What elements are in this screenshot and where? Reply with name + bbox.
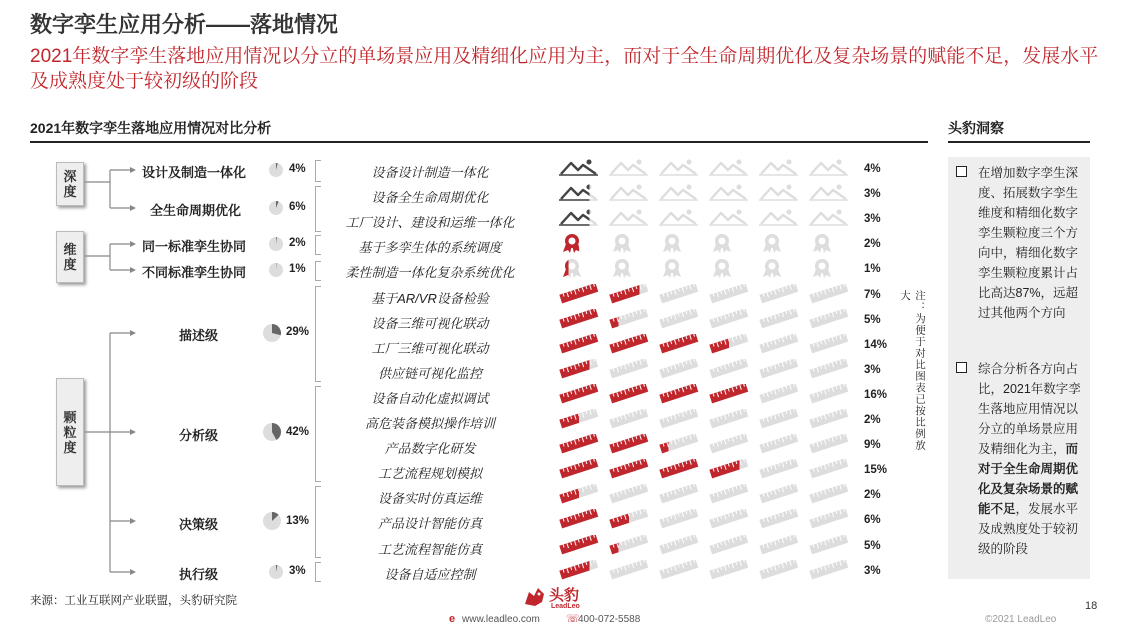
ruler-icon [658,509,700,531]
category-percent: 1% [289,263,306,275]
application-item-label: 设备三维可视化联动 [371,315,489,331]
ruler-icon [558,309,600,331]
ruler-icon [708,359,750,381]
category-pie [262,511,282,531]
category-label: 执行级 [179,567,219,582]
leopard-logo-icon [522,584,548,610]
category-label: 决策级 [179,517,219,532]
ruler-icon [758,284,800,306]
medal-icon [708,233,750,255]
ruler-icon [758,560,800,582]
mountain-icon [608,183,650,205]
application-item-label: 工厂设计、建设和运维一体化 [345,215,515,231]
ruler-icon [608,309,650,331]
application-item-label: 高危装备模拟操作培训 [364,416,495,431]
right-section-header: 头豹洞察 [948,120,1004,136]
application-item-value: 6% [864,514,881,527]
ruler-icon [608,409,650,431]
ruler-icon [558,509,600,531]
ruler-icon [708,535,750,557]
ruler-icon [758,535,800,557]
medal-icon [808,233,850,255]
application-item-label: 设备设计制造一体化 [371,165,489,180]
ruler-icon [808,434,850,456]
application-item-label: 设备自适应控制 [384,566,476,582]
medal-icon [708,258,750,280]
category-percent: 4% [289,163,306,175]
application-item-value: 9% [864,439,881,452]
application-item-value: 3% [864,363,881,376]
application-item-label: 设备实时仿真运维 [377,491,482,507]
application-item-value: 4% [864,163,881,175]
ruler-icon [658,535,700,557]
mountain-icon [708,208,750,230]
ruler-icon [808,359,850,381]
ruler-icon [658,309,700,331]
mountain-icon [758,158,800,180]
footer-phone: 400-072-5588 [578,614,641,625]
medal-icon [758,233,800,255]
ruler-icon [758,509,800,531]
ruler-icon [608,484,650,506]
insight-item [956,163,1084,323]
dimension-granularity: 颗粒度 [56,378,84,486]
mountain-icon [558,183,600,205]
logo-text: 头豹 [549,587,580,604]
ruler-icon [708,560,750,582]
ruler-icon [808,334,850,356]
ruler-icon [558,384,600,406]
insight-text: 在增加数字孪生深度、拓展数字孪生维度和精细化数字孪生颗粒度三个方向中，精细化数字孪生颗粒度累计占比高达87%，远超过其他两个方向 [978,166,1079,320]
mountain-icon [558,158,600,180]
category-pie [268,262,284,278]
ruler-icon [758,484,800,506]
ruler-icon [758,384,800,406]
ruler-icon [658,560,700,582]
ruler-icon [708,509,750,531]
category-percent: 13% [286,515,310,527]
footer-url-link[interactable]: www.leadleo.com [462,614,540,625]
ruler-icon [808,535,850,557]
ruler-icon [608,359,650,381]
mountain-icon [758,208,800,230]
scale-note: 注：为便于对比图表已按比例放大 [899,290,926,451]
ruler-icon [658,409,700,431]
category-percent: 2% [289,237,306,249]
mountain-icon [758,183,800,205]
application-item-label: 供应链可视化监控 [377,365,482,381]
ruler-icon [608,535,650,557]
ruler-icon [608,334,650,356]
ruler-icon [758,359,800,381]
ruler-icon [608,284,650,306]
application-item-value: 2% [864,489,881,502]
ruler-icon [658,284,700,306]
application-item-label: 柔性制造一体化复杂系统优化 [345,265,515,281]
category-pie [268,564,284,580]
category-percent: 29% [286,326,310,338]
ruler-icon [808,484,850,506]
ruler-icon [708,459,750,481]
mountain-icon [808,183,850,205]
ruler-icon [808,509,850,531]
medal-icon [608,233,650,255]
ruler-icon [758,409,800,431]
medal-icon [658,233,700,255]
ruler-icon [708,384,750,406]
logo-subtext: LeadLeo [551,603,580,610]
phone-icon: ☏ [566,613,580,625]
application-item-label: 产品数字化研发 [384,441,476,457]
ruler-icon [608,434,650,456]
application-item-value: 2% [864,238,881,251]
mountain-icon [658,158,700,180]
ruler-icon [708,434,750,456]
ruler-icon [708,484,750,506]
insight-text: 综合分析各方向占比，2021年数字孪生落地应用情况以分立的单场景应用及精细化为主，而对于全生命周期优化及复杂场景的赋能不足，发展水平及成熟度处于较初级的阶段 [978,362,1081,556]
left-section-header: 2021年数字孪生落地应用情况对比分析 [30,120,272,136]
category-label: 设计及制造一体化 [142,165,247,180]
application-item-value: 14% [864,338,888,351]
web-icon: e [449,613,456,625]
category-percent: 42% [286,426,310,438]
ruler-icon [558,535,600,557]
mountain-icon [658,208,700,230]
mountain-icon [708,183,750,205]
checkbox-bullet-icon [956,362,967,373]
category-label: 描述级 [179,328,219,343]
ruler-icon [558,434,600,456]
application-item-value: 1% [864,263,881,276]
application-item-label: 产品设计智能仿真 [377,516,482,532]
ruler-icon [808,409,850,431]
ruler-icon [658,484,700,506]
application-item-value: 5% [864,539,881,552]
ruler-icon [808,560,850,582]
mountain-icon [658,183,700,205]
category-label: 不同标准孪生协同 [142,265,247,280]
category-label: 分析级 [179,428,219,443]
ruler-icon [658,459,700,481]
category-pie [262,323,282,343]
ruler-icon [808,284,850,306]
ruler-icon [558,409,600,431]
ruler-icon [558,359,600,381]
mountain-icon [608,158,650,180]
application-item-label: 基于AR/VR设备检验 [371,290,489,306]
mountain-icon [558,208,600,230]
application-item-value: 16% [864,388,888,401]
page-subtitle: 2021年数字孪生落地应用情况以分立的单场景应用及精细化应用为主，而对于全生命周期优化及复杂场景的赋能不足，发展水平及成熟度处于较初级的阶段 [30,46,1099,92]
mountain-icon [808,158,850,180]
ruler-icon [708,284,750,306]
page-number: 18 [1085,600,1098,612]
medal-icon [758,258,800,280]
mountain-icon [808,208,850,230]
ruler-icon [608,459,650,481]
ruler-icon [758,309,800,331]
application-item-label: 工厂三维可视化联动 [371,340,489,356]
ruler-icon [608,384,650,406]
application-item-value: 2% [864,414,881,426]
ruler-icon [558,484,600,506]
application-item-label: 工艺流程智能仿真 [377,541,482,557]
copyright: ©2021 LeadLeo [985,614,1057,625]
application-item-value: 15% [864,464,888,477]
ruler-icon [758,334,800,356]
application-item-label: 基于多孪生体的系统调度 [358,240,502,256]
application-item-value: 3% [864,213,881,226]
category-percent: 6% [289,201,306,213]
application-item-value: 5% [864,313,881,326]
category-pie [268,200,284,216]
category-pie [268,162,284,178]
ruler-icon [558,284,600,306]
dimension-breadth: 维度 [56,231,84,283]
ruler-icon [808,459,850,481]
application-item-label: 工艺流程规划模拟 [377,466,482,482]
ruler-icon [608,509,650,531]
application-item-label: 设备全生命周期优化 [371,190,489,206]
source-note: 来源：工业互联网产业联盟，头豹研究院 [30,595,237,607]
medal-icon [558,233,600,255]
checkbox-bullet-icon [956,166,967,177]
page-title: 数字孪生应用分析——落地情况 [30,12,339,37]
ruler-icon [658,334,700,356]
ruler-icon [808,384,850,406]
ruler-icon [608,560,650,582]
ruler-icon [808,309,850,331]
ruler-icon [658,434,700,456]
medal-icon [658,258,700,280]
ruler-icon [558,334,600,356]
ruler-icon [658,359,700,381]
medal-icon [608,258,650,280]
ruler-icon [708,309,750,331]
ruler-icon [558,459,600,481]
category-percent: 3% [289,565,306,577]
insight-panel [948,157,1090,579]
ruler-icon [708,334,750,356]
medal-icon [808,258,850,280]
medal-icon [558,258,600,280]
ruler-icon [758,459,800,481]
application-item-value: 3% [864,564,881,577]
ruler-icon [708,409,750,431]
application-item-value: 3% [864,188,881,201]
insight-item [956,359,1084,559]
dimension-depth: 深度 [56,162,84,206]
ruler-icon [558,560,600,582]
category-label: 全生命周期优化 [150,203,242,218]
application-item-label: 设备自动化虚拟调试 [371,390,489,406]
mountain-icon [708,158,750,180]
category-pie [268,236,284,252]
application-item-value: 7% [864,288,881,301]
ruler-icon [658,384,700,406]
category-pie [262,422,282,442]
ruler-icon [758,434,800,456]
mountain-icon [608,208,650,230]
category-label: 同一标准孪生协同 [142,239,247,254]
